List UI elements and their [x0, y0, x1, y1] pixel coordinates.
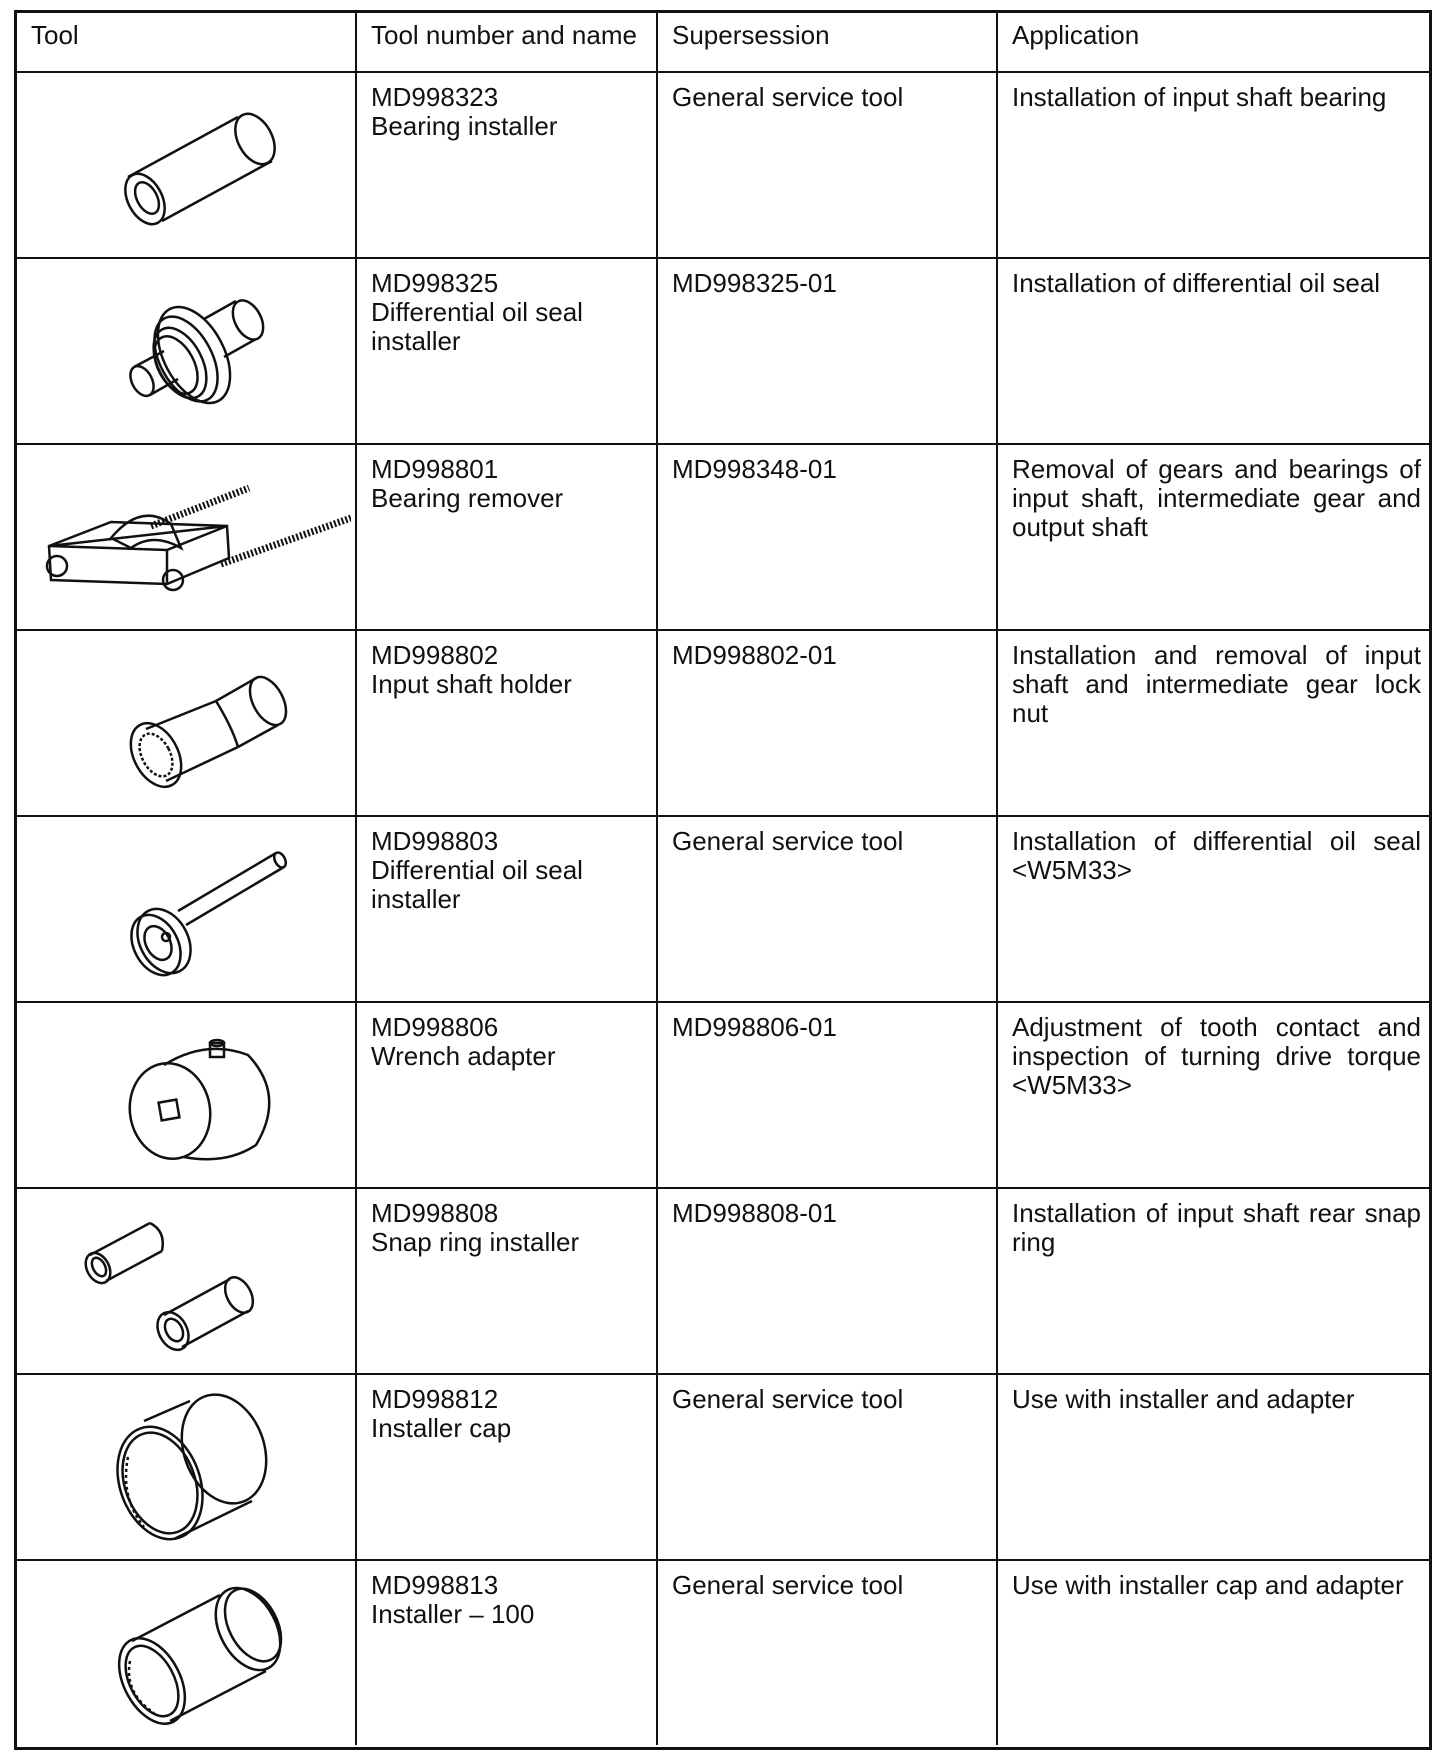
tool-number-name-cell: [356, 1002, 657, 1188]
table-row: [17, 258, 1429, 444]
bearing-installer-icon: [66, 85, 306, 245]
differential-oil-seal-installer-icon: [66, 271, 306, 431]
header-application: Application: [997, 13, 1429, 72]
table-row: [17, 1560, 1429, 1745]
application-cell: Use with installer cap and adapter: [997, 1560, 1429, 1745]
tool-number-name-cell: [356, 1374, 657, 1560]
tool-number: MD998806: [371, 1012, 499, 1042]
tool-illustration-cell: [17, 1560, 356, 1745]
table-row: [17, 1374, 1429, 1560]
application-cell: Installation of differential oil seal <W5M33>: [997, 816, 1429, 1002]
installer-100-icon: [66, 1573, 306, 1733]
supersession-cell: MD998806-01: [657, 1002, 997, 1188]
supersession-cell: MD998325-01: [657, 258, 997, 444]
tool-name: Installer cap: [371, 1413, 512, 1443]
tool-name: Wrench adapter: [371, 1041, 556, 1071]
supersession-cell: General service tool: [657, 1374, 997, 1560]
application-cell: Installation of differential oil seal: [997, 258, 1429, 444]
supersession-cell: MD998348-01: [657, 444, 997, 630]
tool-illustration-cell: [17, 630, 356, 816]
header-tool: Tool: [17, 13, 356, 72]
tool-illustration-cell: [17, 816, 356, 1002]
tool-number: MD998801: [371, 454, 499, 484]
tool-number-name-cell: [356, 630, 657, 816]
application-cell: Removal of gears and bearings of input shaft, intermediate gear and output shaft: [997, 444, 1429, 630]
tool-illustration-cell: [17, 1188, 356, 1374]
tool-name: Snap ring installer: [371, 1227, 580, 1257]
table-row: [17, 1002, 1429, 1188]
tool-illustration-cell: [17, 1374, 356, 1560]
tool-number-name-cell: [356, 444, 657, 630]
installer-cap-icon: [66, 1387, 306, 1547]
tool-illustration-cell: [17, 72, 356, 258]
special-tools-sheet: [14, 10, 1432, 1750]
tool-number: MD998802: [371, 640, 499, 670]
application-cell: Installation of input shaft rear snap ring: [997, 1188, 1429, 1374]
tool-number-name-cell: [356, 816, 657, 1002]
tool-number-name-cell: [356, 1560, 657, 1745]
snap-ring-installer-icon: [66, 1201, 306, 1361]
tool-name: Differential oil seal installer: [371, 297, 583, 356]
tool-name: Bearing remover: [371, 483, 564, 513]
bearing-remover-icon: [21, 462, 351, 612]
tool-name: Installer – 100: [371, 1599, 535, 1629]
supersession-cell: General service tool: [657, 816, 997, 1002]
tool-number-name-cell: [356, 72, 657, 258]
table-row: [17, 1188, 1429, 1374]
tool-number: MD998323: [371, 82, 499, 112]
tool-name: Differential oil seal installer: [371, 855, 583, 914]
tool-illustration-cell: [17, 1002, 356, 1188]
tool-number: MD998325: [371, 268, 499, 298]
application-cell: Adjustment of tooth contact and inspection of turning drive torque <W5M33>: [997, 1002, 1429, 1188]
supersession-cell: General service tool: [657, 72, 997, 258]
table-row: [17, 72, 1429, 258]
table-row: [17, 630, 1429, 816]
tool-number: MD998812: [371, 1384, 499, 1414]
supersession-cell: General service tool: [657, 1560, 997, 1745]
tool-illustration-cell: [17, 444, 356, 630]
header-supersession: Supersession: [657, 13, 997, 72]
differential-oil-seal-installer-2-icon: [66, 829, 306, 989]
tool-number-name-cell: [356, 258, 657, 444]
input-shaft-holder-icon: [66, 643, 306, 803]
tool-number-name-cell: [356, 1188, 657, 1374]
application-cell: Installation and removal of input shaft and intermediate gear lock nut: [997, 630, 1429, 816]
special-tools-table: [17, 13, 1429, 1745]
wrench-adapter-icon: [66, 1015, 306, 1175]
table-row: [17, 816, 1429, 1002]
tool-number: MD998813: [371, 1570, 499, 1600]
tool-illustration-cell: [17, 258, 356, 444]
tool-name: Bearing installer: [371, 111, 558, 141]
table-row: [17, 444, 1429, 630]
supersession-cell: MD998808-01: [657, 1188, 997, 1374]
table-header-row: [17, 13, 1429, 72]
tool-number: MD998808: [371, 1198, 499, 1228]
tool-name: Input shaft holder: [371, 669, 572, 699]
application-cell: Use with installer and adapter: [997, 1374, 1429, 1560]
tool-number: MD998803: [371, 826, 499, 856]
supersession-cell: MD998802-01: [657, 630, 997, 816]
header-tool-number-and-name: Tool number and name: [356, 13, 657, 72]
application-cell: Installation of input shaft bearing: [997, 72, 1429, 258]
